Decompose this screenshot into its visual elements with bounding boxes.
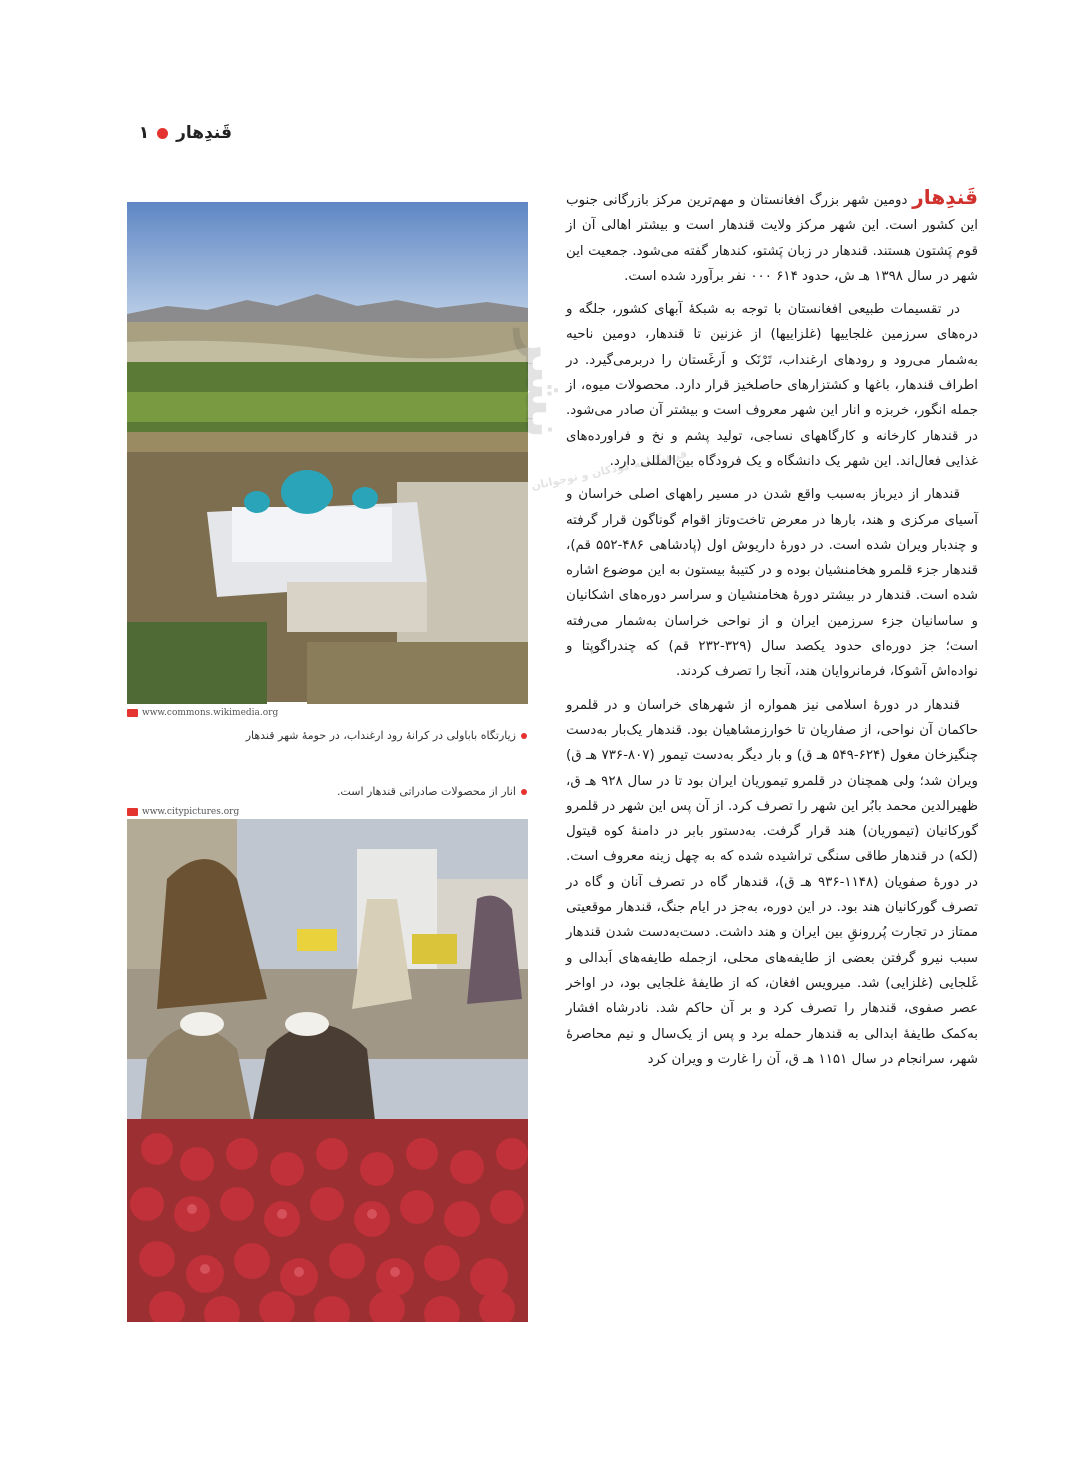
running-header [122, 118, 232, 148]
caption-bullet-icon [521, 789, 527, 795]
watermark-text-large: نشر [513, 330, 576, 439]
photo2-caption-text: انار از محصولات صادراتی قندهار است. [336, 785, 516, 798]
article-paragraph-1 [566, 185, 978, 289]
watermark-text-small: فرهنگنامه کودکان و نوجوانان [530, 446, 689, 493]
header-title: قَندِهار [176, 123, 232, 143]
article-body [566, 185, 978, 1080]
camera-icon [127, 709, 138, 717]
photo2-credit [127, 807, 239, 817]
photo1-caption-text: زیارتگاه باباولی در کرانهٔ رود ارغنداب، در حومهٔ شهر قندهار [245, 729, 516, 742]
caption-bullet-icon [521, 733, 527, 739]
article-term: قَندِهار [912, 185, 978, 209]
header-dot-icon [157, 128, 168, 139]
photo1-caption [127, 729, 527, 742]
article-p1-text: دومین شهر بزرگ افغانستان و مهم‌ترین مرکز بازرگانی جنوب این کشور است. این شهر مرکز ولایت قندهار است و بیشتر اهالی آن از قوم پَشتون هستند. قندهار در زبان پَشتو، کندهار گفته می‌شود. جمعیت این شهر در سال ۱۳۹۸ هـ ش، حدود ۶۱۴ ۰۰۰ نفر برآورد شده است. [566, 193, 978, 284]
article-paragraph-2: در تقسیمات طبیعی افغانستان با توجه به شبکهٔ آبهای کشور، جلگه و دره‌های سرزمین غلجاییها (غلزاییها) از غزنین تا قندهار، دومین ناحیه به‌شمار می‌رود و رودهای ارغنداب، تَرْنَک و اَرغَستان را دربرمی‌گیرد. در اطراف قندهار، باغها و کشتزارهای حاصلخیز قرار دارد. محصولات میوه، از جمله انگور، خربزه و انار این شهر معروف است و بیشتر آن صادر می‌شود. در قندهار کارخانه و کارگاههای نساجی، تولید پشم و نخ و فراورده‌های غذایی فعال‌اند. این شهر یک دانشگاه و یک فرودگاه بین‌المللی دارد. [566, 302, 978, 469]
photo2-caption [127, 785, 527, 798]
photo1-credit [127, 708, 278, 718]
photo2-credit-text: www.citypictures.org [142, 807, 240, 817]
shrine-photo [127, 202, 528, 704]
photo1-credit-text: www.commons.wikimedia.org [142, 708, 279, 718]
page-number: ۱ [138, 123, 150, 143]
article-paragraph-4: قندهار در دورهٔ اسلامی نیز همواره از شهرهای خراسان و در قلمرو حاکمان آن نواحی، از صفاریان تا خوارزمشاهیان بود. قندهار یک‌بار به‌دست چنگیزخان مغول (۶۲۴-۵۴۹ هـ ق) و بار دیگر به‌دست تیمور (۸۰۷-۷۳۶ هـ ق) ویران شد؛ ولی همچنان در قلمرو تیموریان ایران بود تا در سال ۹۲۸ هـ ق، ظهیرالدین محمد بابُر این شهر را تصرف کرد. از آن پس این شهر در قلمرو گورکانیان (تیموریان) هند قرار گرفت. به‌دستور بابر در دامنهٔ کوه قیتول (لکه) در قندهار طاقی سنگی تراشیده شده که به چهل زینه معروف است. در دورهٔ صفویان (۱۱۴۸-۹۳۶ هـ ق)، قندهار گاه در تصرف آنان و گاه در تصرف گورکانیان هند بود. در این دوره، به‌جز در ایام جنگ، قندهار موقعیتی ممتاز در تجارت پُررونقِ بین ایران و هند داشت. دست‌به‌دست شدن قندهار سبب نیرو گرفتن بعضی از طایفه‌های محلی، ازجمله طایفه‌های اَبدالی و غَلجایی (غلزایی) شد. میرویس افغان، که از طایفهٔ غلجایی بود، در اواخر عصر صفوی، قندهار را تصرف کرد و بر آن حاکم شد. نادرشاه افشار به‌کمک طایفهٔ ابدالی به قندهار حمله برد و پس از یک‌سال و نیم محاصرهٔ شهر، سرانجام در سال ۱۱۵۱ هـ ق، آن را غارت و ویران کرد [566, 697, 978, 1067]
pomegranate-market-photo [127, 819, 528, 1322]
camera-icon [127, 808, 138, 816]
article-paragraph-3: قندهار از دیرباز به‌سبب واقع شدن در مسیر راههای اصلی خراسان و آسیای مرکزی و هند، بارها در معرض تاخت‌وتاز اقوام گوناگون قرار گرفته و چندبار ویران شده است. در دورهٔ داریوش اول (پادشاهی ۴۸۶-۵۵۲ قم)، قندهار جزء قلمرو هخامنشیان بوده و در کتیبهٔ بیستون به این موضوع اشاره شده است. قندهار در بیشتر دورهٔ هخامنشیان و سراسر دوره‌های اشکانیان و ساسانیان جزء سرزمین ایران و از نواحی خراسان به‌شمار می‌رفته است؛ جز دوره‌ای حدود یکصد سال (۳۲۹-۲۳۲ قم) که چندراگوپتا و نواده‌اش آشوکا، فرمانروایان هند، آنجا را تصرف کردند. [566, 487, 979, 680]
